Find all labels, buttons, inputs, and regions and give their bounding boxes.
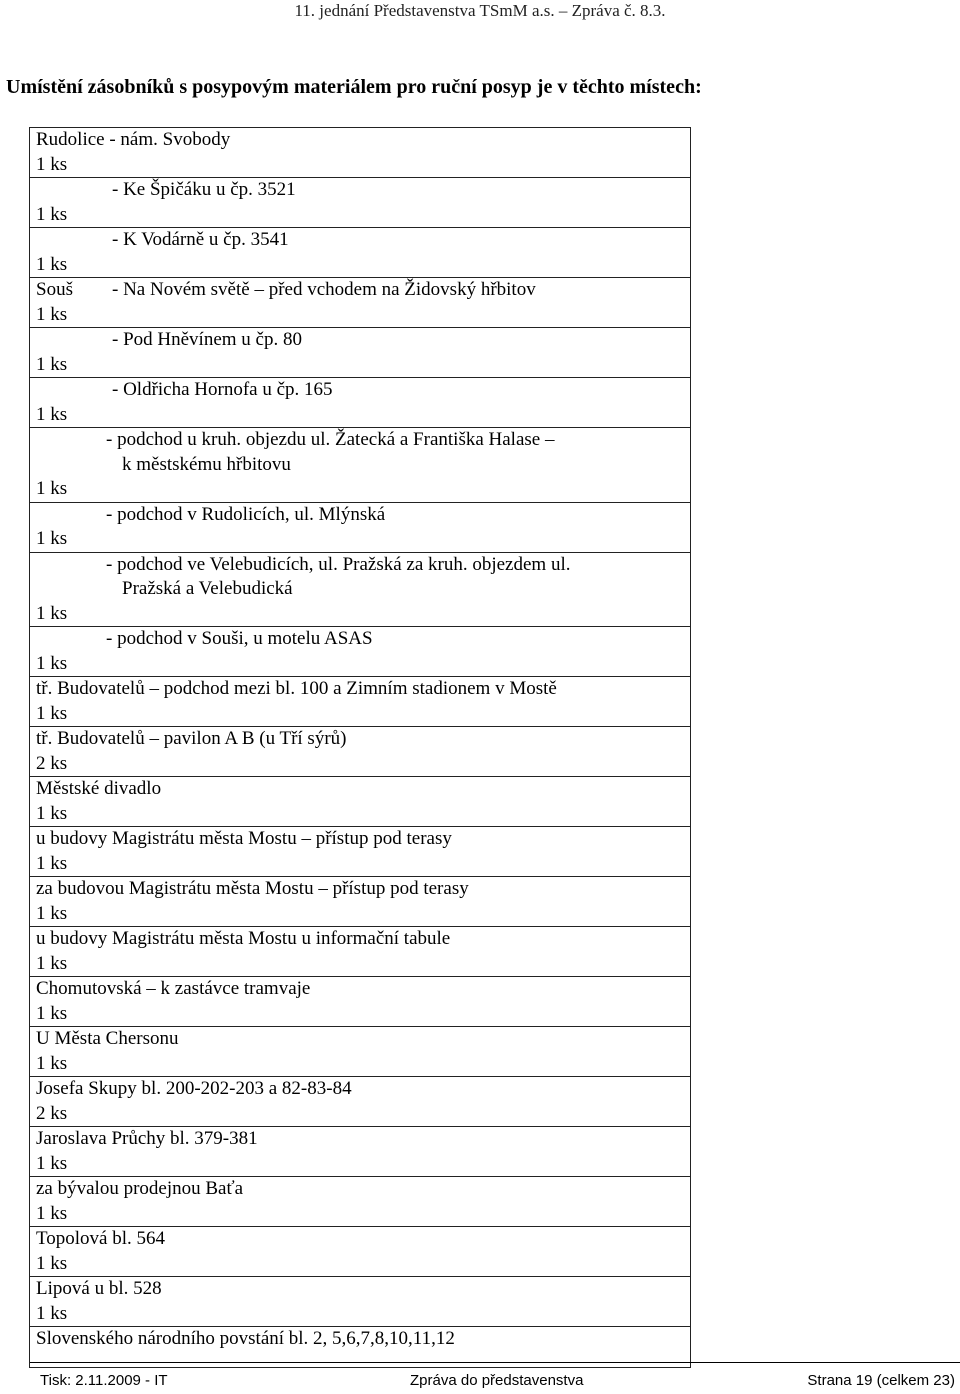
location-cell [30, 1077, 691, 1127]
location-label: tř. Budovatelů – pavilon A B (u Tří sýrů) [36, 728, 347, 749]
location-cell [30, 178, 691, 228]
location-cell [30, 1277, 691, 1327]
location-cell [30, 378, 691, 428]
location-label: - Pod Hněvínem u čp. 80 [112, 329, 302, 350]
quantity-label: 1 ks [36, 702, 68, 724]
quantity-label: 1 ks [36, 652, 68, 674]
quantity-label: 1 ks [36, 952, 68, 974]
table-row [30, 727, 691, 777]
location-cell [30, 777, 691, 827]
location-cell [30, 627, 691, 677]
footer-page-number: Strana 19 (celkem 23) [807, 1372, 955, 1389]
table-row [30, 677, 691, 727]
quantity-label: 1 ks [36, 478, 68, 499]
quantity-label: 1 ks [36, 852, 68, 874]
location-label: Městské divadlo [36, 778, 162, 799]
location-label: Souš [36, 279, 73, 300]
location-cell [30, 727, 691, 777]
table-row [30, 1127, 691, 1177]
page-footer [30, 1372, 955, 1394]
location-label: Chomutovská – k zastávce tramvaje [36, 978, 311, 999]
location-label: Pražská a Velebudická [122, 578, 293, 599]
location-label: za bývalou prodejnou Baťa [36, 1178, 244, 1199]
table-row [30, 552, 691, 627]
table-row [30, 627, 691, 677]
location-table [29, 127, 691, 1368]
quantity-label: 1 ks [36, 1152, 68, 1174]
location-cell [30, 552, 691, 627]
location-label: Topolová bl. 564 [36, 1228, 166, 1249]
footer-divider [30, 1362, 960, 1363]
quantity-label: 1 ks [36, 303, 68, 325]
location-label: Josefa Skupy bl. 200-202-203 a 82-83-84 [36, 1078, 352, 1099]
location-label [36, 278, 690, 303]
location-cell [30, 502, 691, 552]
location-label: Lipová u bl. 528 [36, 1278, 162, 1299]
table-row [30, 428, 691, 503]
quantity-label: 1 ks [36, 1002, 68, 1024]
table-row [30, 502, 691, 552]
location-detail: - Na Novém světě – před vchodem na Židovský hřbitov [112, 279, 536, 300]
quantity-label: 1 ks [36, 203, 68, 225]
location-label: u budovy Magistrátu města Mostu – přístup pod terasy [36, 828, 452, 849]
location-label: U Města Chersonu [36, 1028, 179, 1049]
quantity-label: 1 ks [36, 153, 68, 175]
table-row [30, 1277, 691, 1327]
table-row [30, 1177, 691, 1227]
quantity-label: 1 ks [36, 1202, 68, 1224]
location-cell [30, 428, 691, 503]
quantity-label: 1 ks [36, 353, 68, 375]
location-label: k městskému hřbitovu [122, 453, 291, 475]
quantity-label: 1 ks [36, 403, 68, 425]
location-cell [30, 278, 691, 328]
table-row [30, 328, 691, 378]
location-label: - Oldřicha Hornofa u čp. 165 [112, 379, 333, 400]
table-row [30, 877, 691, 927]
location-label: - podchod v Souši, u motelu ASAS [106, 628, 373, 649]
quantity-label: 1 ks [36, 1302, 68, 1324]
table-row [30, 228, 691, 278]
location-cell [30, 1227, 691, 1277]
quantity-label: 1 ks [36, 602, 68, 624]
table-row [30, 128, 691, 178]
table-row [30, 1077, 691, 1127]
location-label: u budovy Magistrátu města Mostu u informační tabule [36, 928, 451, 949]
table-row [30, 977, 691, 1027]
quantity-label: 1 ks [36, 1052, 68, 1074]
table-row [30, 278, 691, 328]
location-cell [30, 877, 691, 927]
quantity-label: 2 ks [36, 752, 68, 774]
location-label: - K Vodárně u čp. 3541 [112, 229, 289, 250]
page-header: 11. jednání Představenstva TSmM a.s. – Zpráva č. 8.3. [294, 1, 666, 20]
location-cell [30, 328, 691, 378]
table-row [30, 1027, 691, 1077]
location-cell [30, 827, 691, 877]
table-row [30, 378, 691, 428]
location-cell [30, 977, 691, 1027]
location-cell [30, 927, 691, 977]
location-cell [30, 128, 691, 178]
table-row [30, 178, 691, 228]
location-label: - Ke Špičáku u čp. 3521 [112, 179, 296, 200]
location-label: - podchod ve Velebudicích, ul. Pražská za kruh. objezdem ul. [106, 553, 571, 575]
table-row [30, 1227, 691, 1277]
section-heading: Umístění zásobníků s posypovým materiálem pro ruční posyp je v těchto místech: [6, 76, 702, 98]
location-label: Rudolice - nám. Svobody [36, 129, 231, 150]
location-cell [30, 1027, 691, 1077]
quantity-label: 1 ks [36, 802, 68, 824]
location-label: Jaroslava Průchy bl. 379-381 [36, 1128, 258, 1149]
location-label: - podchod v Rudolicích, ul. Mlýnská [106, 503, 386, 525]
table-row [30, 777, 691, 827]
quantity-label: 1 ks [36, 528, 68, 549]
location-cell [30, 677, 691, 727]
location-label: za budovou Magistrátu města Mostu – přístup pod terasy [36, 878, 469, 899]
quantity-label: 1 ks [36, 253, 68, 275]
quantity-label: 2 ks [36, 1102, 68, 1124]
location-label: Slovenského národního povstání bl. 2, 5,6,7,8,10,11,12 [36, 1328, 455, 1349]
location-table-body [30, 128, 691, 1368]
location-cell [30, 1127, 691, 1177]
location-cell [30, 1177, 691, 1227]
footer-report-title: Zpráva do představenstva [410, 1372, 584, 1389]
location-cell [30, 228, 691, 278]
location-label: - podchod u kruh. objezdu ul. Žatecká a Františka Halase – [106, 429, 555, 450]
table-row [30, 827, 691, 877]
footer-print-info: Tisk: 2.11.2009 - IT [40, 1372, 168, 1389]
table-row [30, 927, 691, 977]
quantity-label: 1 ks [36, 1252, 68, 1274]
location-label: tř. Budovatelů – podchod mezi bl. 100 a Zimním stadionem v Mostě [36, 678, 557, 699]
quantity-label: 1 ks [36, 902, 68, 924]
